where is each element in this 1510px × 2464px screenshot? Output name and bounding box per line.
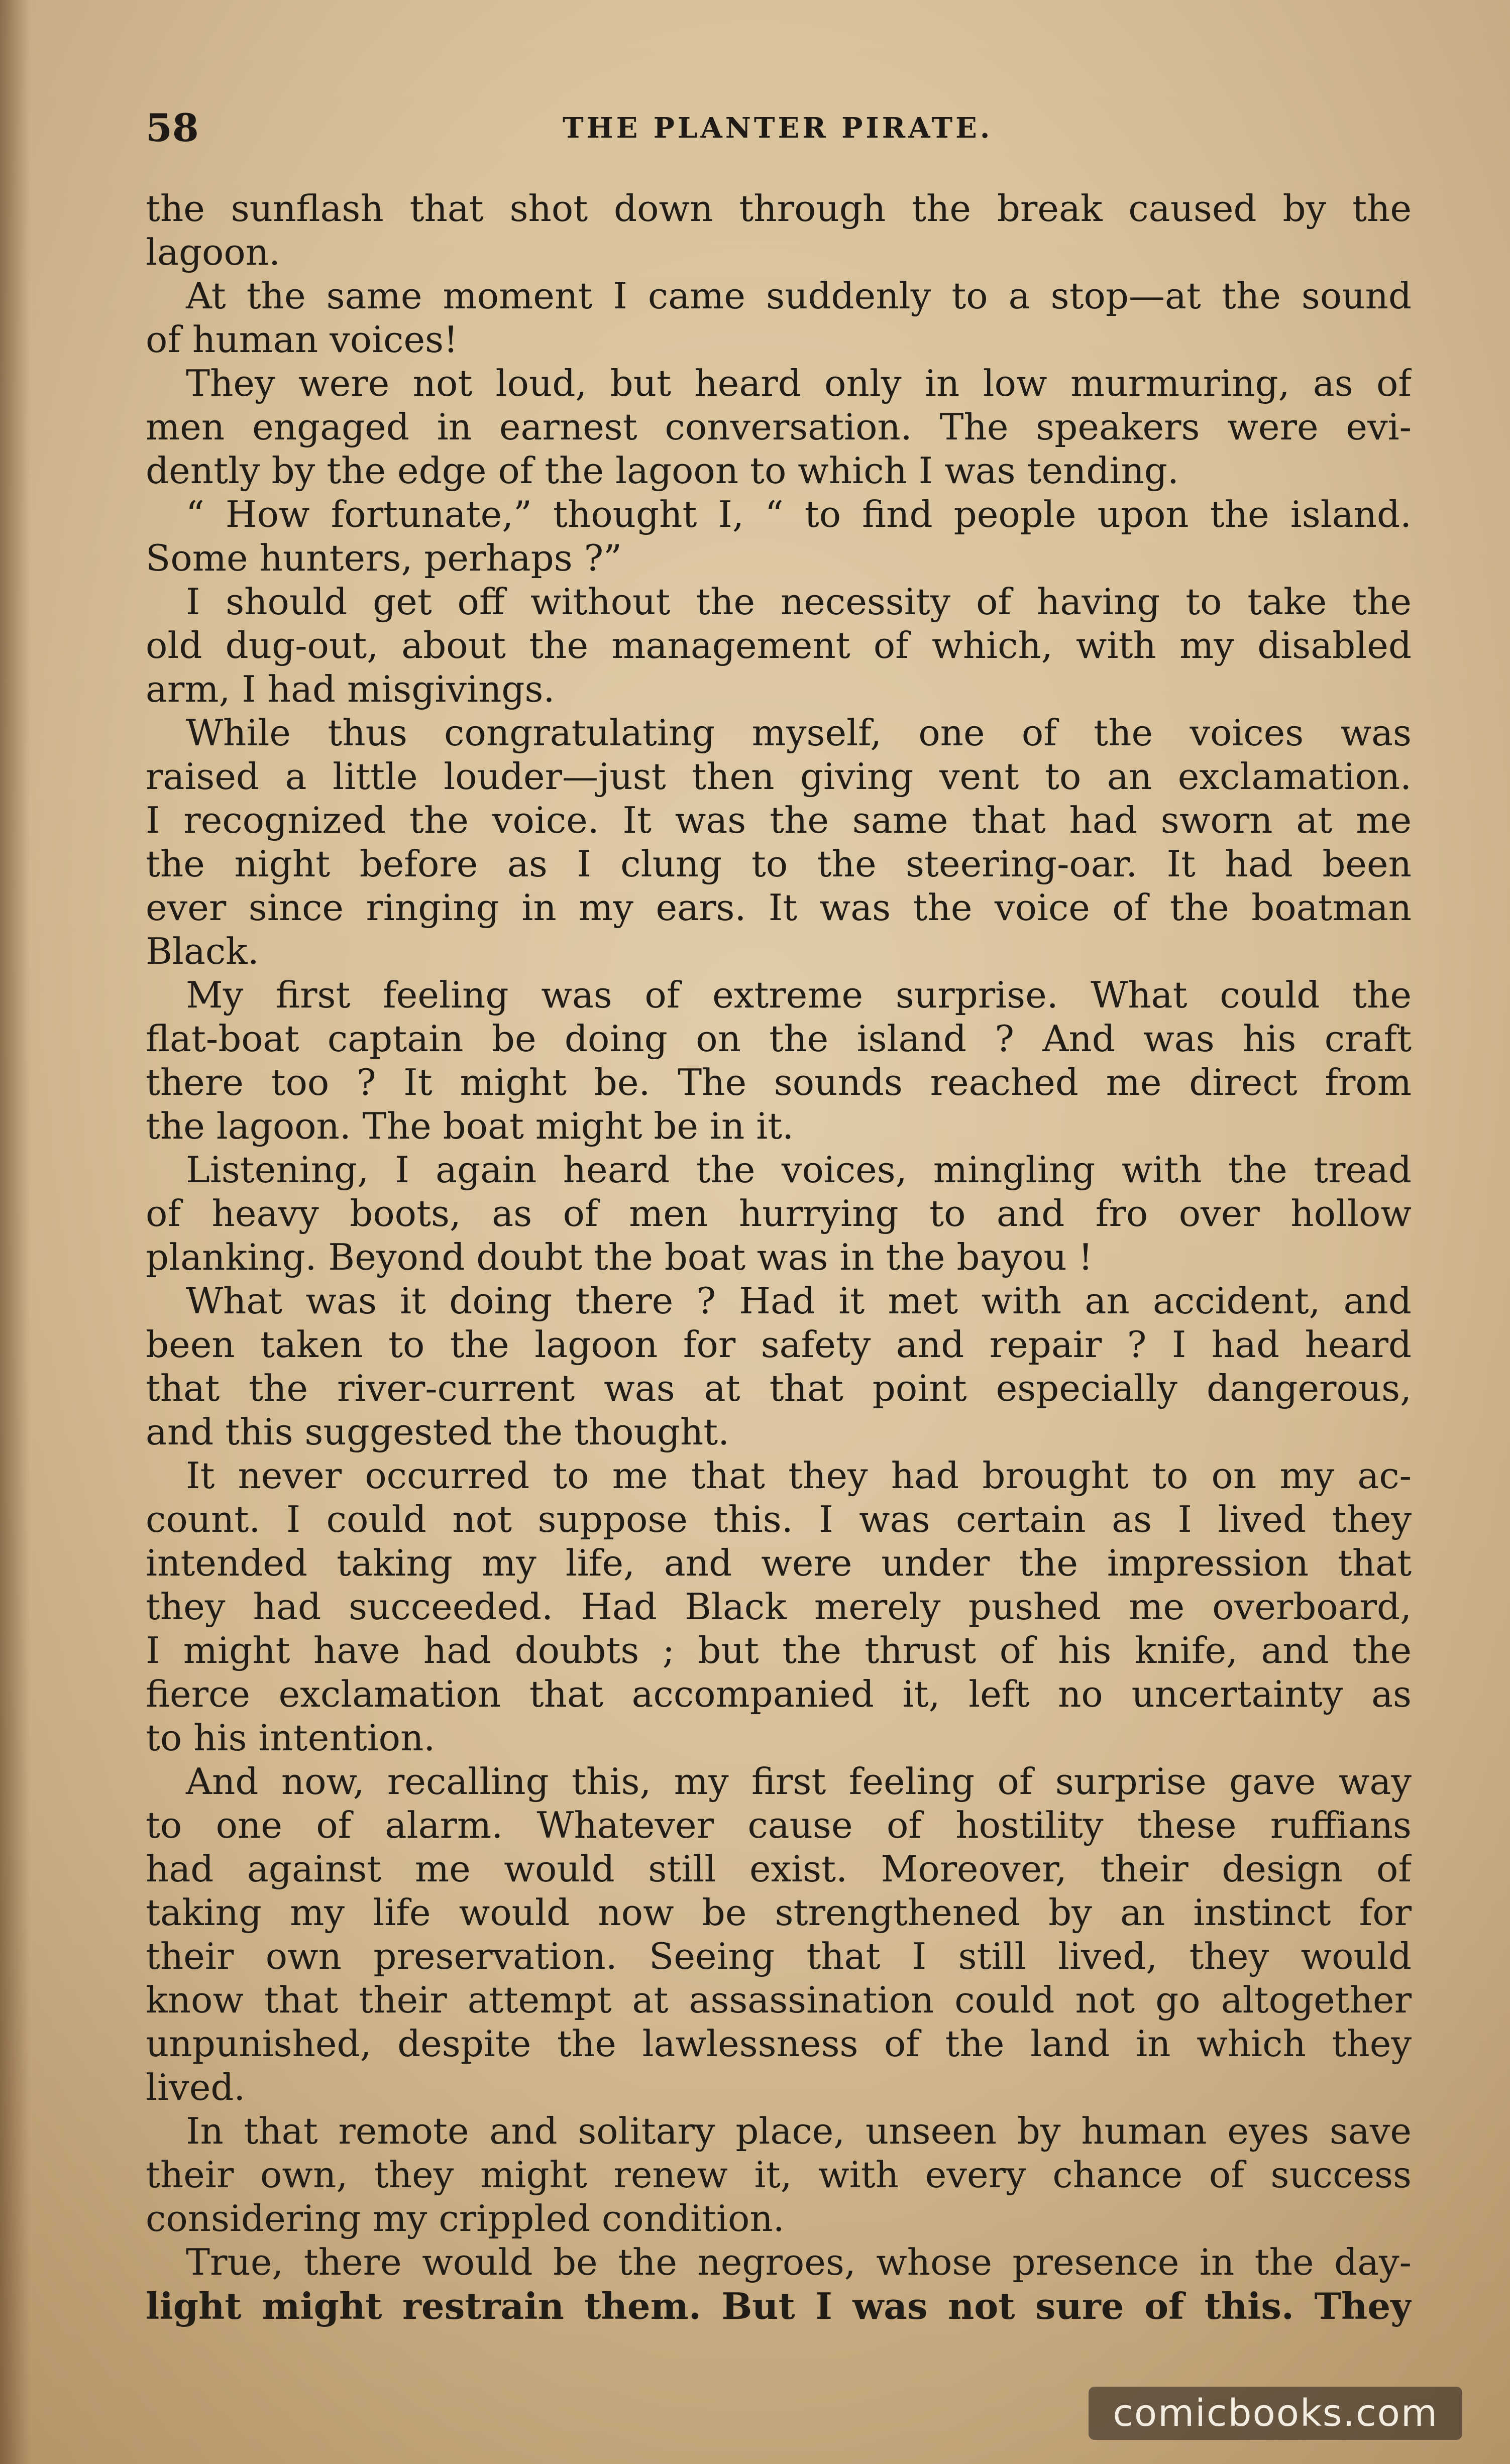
- text-line: the sunflash that shot down through the break caused by the: [146, 187, 1412, 230]
- body-text: [146, 187, 1412, 2328]
- text-line: While thus congratulating myself, one of the voices was: [186, 712, 1412, 754]
- text-line: men engaged in earnest conversation. The speakers were evi-: [146, 406, 1412, 448]
- text-line: I might have had doubts ; but the thrust of his knife, and the: [146, 1629, 1412, 1671]
- text-line: It never occurred to me that they had brought to on my ac-: [186, 1454, 1412, 1497]
- text-line: They were not loud, but heard only in low murmuring, as of: [186, 362, 1412, 404]
- text-line: they had succeeded. Had Black merely pushed me overboard,: [146, 1586, 1412, 1628]
- text-line: considering my crippled condition.: [146, 2197, 785, 2239]
- text-line: know that their attempt at assassination could not go altogether: [146, 1979, 1412, 2021]
- text-line: their own, they might renew it, with every chance of success: [146, 2154, 1412, 2196]
- page-header: [146, 100, 1401, 156]
- text-line: “ How fortunate,” thought I, “ to find people upon the island.: [186, 493, 1412, 535]
- text-line: unpunished, despite the lawlessness of the land in which they: [146, 2023, 1412, 2065]
- text-line: My first feeling was of extreme surprise. What could the: [186, 974, 1412, 1016]
- text-line: fierce exclamation that accompanied it, left no uncertainty as: [146, 1673, 1412, 1715]
- text-line: raised a little louder—just then giving vent to an exclamation.: [146, 755, 1412, 798]
- page-number: 58: [146, 105, 199, 150]
- text-line: and this suggested the thought.: [146, 1411, 730, 1453]
- text-line: old dug-out, about the management of which, with my disabled: [146, 624, 1412, 666]
- text-line: to one of alarm. Whatever cause of hostility these ruffians: [146, 1804, 1412, 1846]
- text-line: flat-boat captain be doing on the island ? And was his craft: [146, 1018, 1412, 1060]
- text-line: And now, recalling this, my first feeling of surprise gave way: [186, 1760, 1412, 1803]
- text-line: there too ? It might be. The sounds reached me direct from: [146, 1061, 1412, 1103]
- text-line: their own preservation. Seeing that I still lived, they would: [146, 1935, 1412, 1977]
- text-line: ever since ringing in my ears. It was the voice of the boatman: [146, 886, 1412, 929]
- text-line: planking. Beyond doubt the boat was in the bayou !: [146, 1236, 1093, 1278]
- text-line: lived.: [146, 2066, 246, 2108]
- text-line: been taken to the lagoon for safety and repair ? I had heard: [146, 1323, 1412, 1366]
- text-line: arm, I had misgivings.: [146, 668, 555, 710]
- text-line: I recognized the voice. It was the same that had sworn at me: [146, 799, 1412, 841]
- text-line: Black.: [146, 930, 259, 972]
- text-line: lagoon.: [146, 231, 280, 273]
- text-line: What was it doing there ? Had it met with an accident, and: [186, 1280, 1412, 1322]
- text-line: At the same moment I came suddenly to a stop—at the sound: [186, 275, 1412, 317]
- text-line: had against me would still exist. Moreover, their design of: [146, 1848, 1412, 1890]
- text-line: taking my life would now be strengthened by an instinct for: [146, 1891, 1412, 1934]
- text-line: intended taking my life, and were under the impression that: [146, 1542, 1412, 1584]
- text-line: Some hunters, perhaps ?”: [146, 537, 622, 579]
- text-line: count. I could not suppose this. I was certain as I lived they: [146, 1498, 1412, 1540]
- text-line: that the river-current was at that point especially dangerous,: [146, 1367, 1412, 1409]
- text-line: dently by the edge of the lagoon to which I was tending.: [146, 450, 1179, 492]
- text-line: to his intention.: [146, 1717, 436, 1759]
- page-edge-shadow: [0, 0, 30, 2464]
- text-line: the night before as I clung to the steering-oar. It had been: [146, 843, 1412, 885]
- text-line: of human voices!: [146, 318, 458, 361]
- text-line: light might restrain them. But I was not sure of this. They: [146, 2285, 1412, 2327]
- text-line: Listening, I again heard the voices, mingling with the tread: [186, 1149, 1412, 1191]
- text-line: the lagoon. The boat might be in it.: [146, 1105, 794, 1147]
- text-line: In that remote and solitary place, unseen by human eyes save: [186, 2110, 1412, 2152]
- site-watermark: comicbooks.com: [1089, 2387, 1462, 2440]
- text-line: I should get off without the necessity of having to take the: [186, 581, 1412, 623]
- text-line: True, there would be the negroes, whose presence in the day-: [186, 2241, 1412, 2283]
- running-title: THE PLANTER PIRATE.: [563, 111, 993, 145]
- text-line: of heavy boots, as of men hurrying to and fro over hollow: [146, 1192, 1412, 1235]
